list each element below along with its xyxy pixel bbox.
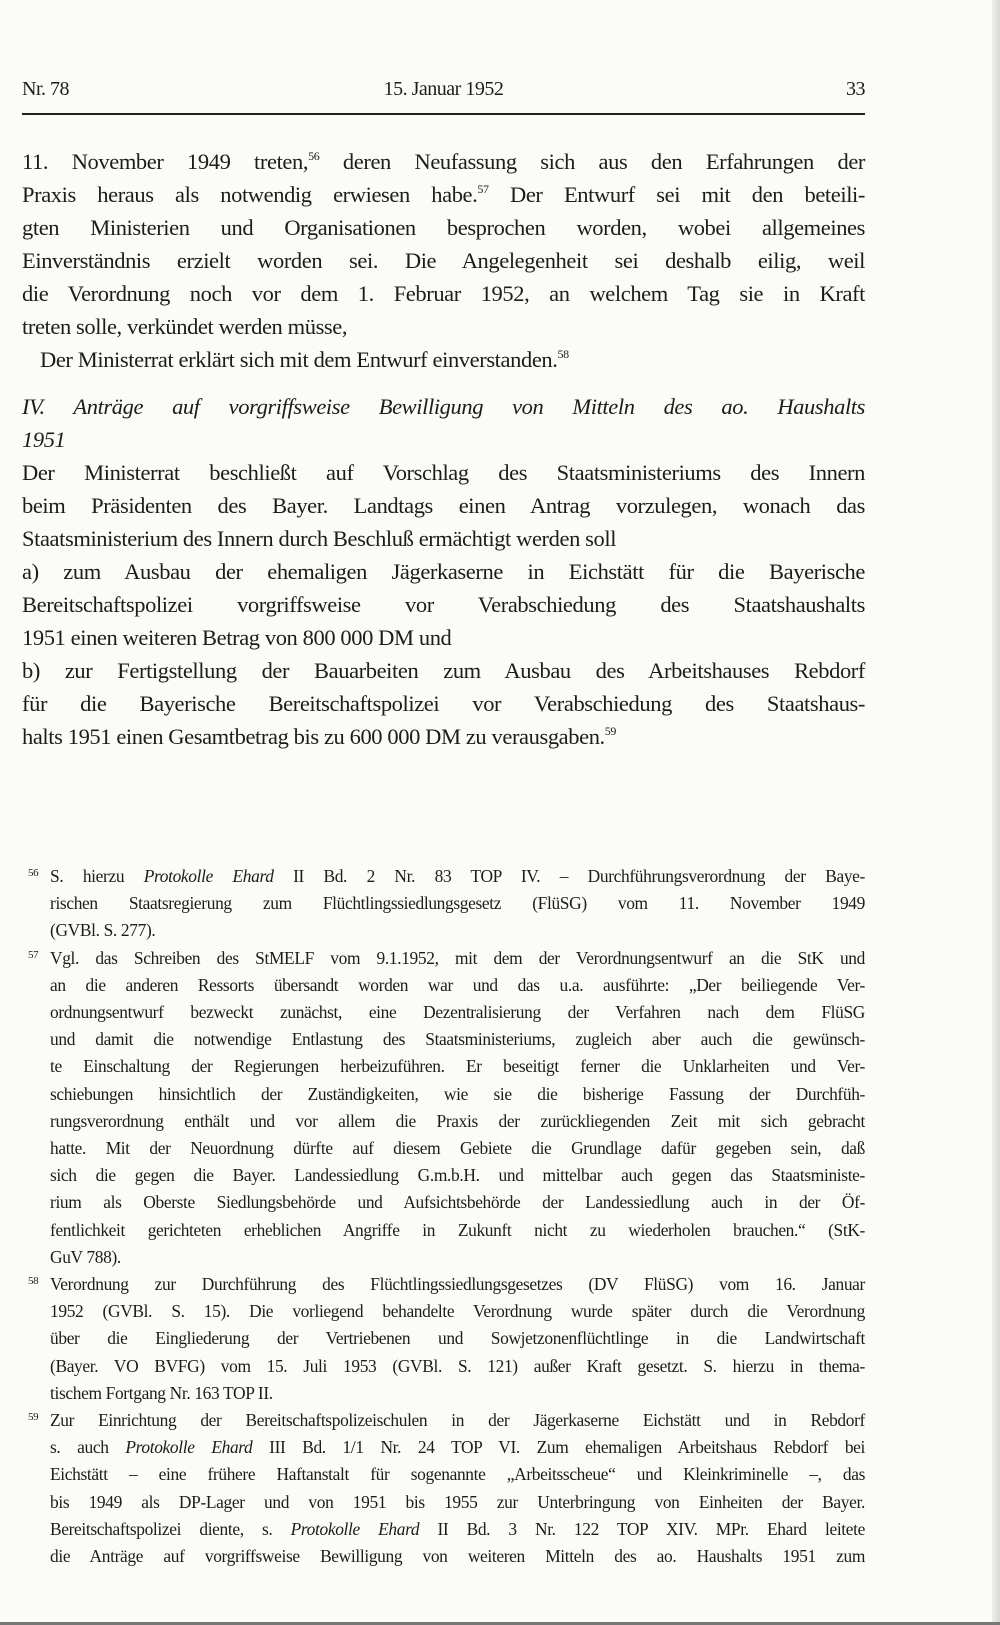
paragraph-2 — [22, 456, 865, 753]
line-text: 11. November 1949 treten, — [22, 149, 309, 174]
line-text: s. auch — [50, 1437, 126, 1458]
footnote-line — [50, 972, 865, 999]
text-line: Bereitschaftspolizei vorgriffsweise vor Verabschiedung des Staatshaushalts — [22, 592, 865, 617]
footnote-line — [50, 1108, 865, 1135]
line-text: (GVBl. S. 277). — [50, 920, 156, 941]
list-item-b: b) zur Fertigstellung der Bauarbeiten zum Ausbau des Arbeitshauses Rebdorf — [22, 658, 865, 683]
footnote-line — [50, 1434, 865, 1461]
heading-line: IV. Anträge auf vorgriffsweise Bewilligung von Mitteln des ao. Haushalts — [22, 394, 865, 419]
line-text: sich die gegen die Bayer. Landessiedlung G.m.b.H. und mittelbar auch gegen das Staatsministe- — [50, 1165, 865, 1186]
footnote-line — [50, 863, 865, 890]
line-text: über die Eingliederung der Vertriebenen und Sowjetzonenflüchtlinge in die Landwirtschaft — [50, 1328, 865, 1349]
line-text: Praxis heraus als notwendig erwiesen habe. — [22, 182, 478, 207]
footnote-line — [50, 1135, 865, 1162]
text-line — [22, 178, 865, 211]
cited-work-title: Protokolle Ehard — [290, 1518, 420, 1539]
line-text: rischen Staatsregierung zum Flüchtlingssiedlungsgesetz (FlüSG) vom 11. November 1949 — [50, 893, 865, 914]
running-header — [22, 78, 865, 108]
list-item-a: a) zum Ausbau der ehemaligen Jägerkaserne in Eichstätt für die Bayerische — [22, 559, 865, 584]
footnote-number: 57 — [28, 948, 39, 961]
text-line — [22, 145, 865, 178]
line-text: Der Ministerrat erklärt sich mit dem Entwurf einverstanden. — [40, 347, 558, 372]
header-rule — [22, 113, 865, 115]
text-line: 1951 einen weiteren Betrag von 800 000 DM und — [22, 625, 452, 650]
footnote-line — [50, 1543, 865, 1570]
footnote-number: 58 — [28, 1275, 39, 1288]
line-text: an die anderen Ressorts übersandt worden war und das u.a. ausführte: „Der beiliegende Ver- — [50, 974, 865, 995]
text-line: Der Ministerrat beschließt auf Vorschlag des Staatsministeriums des Innern — [22, 460, 865, 485]
footnote-56 — [22, 863, 865, 945]
text-line: die Verordnung noch vor dem 1. Februar 1952, an welchem Tag sie in Kraft — [22, 281, 865, 306]
footnote-line — [50, 1053, 865, 1080]
line-text: hatte. Mit der Neuordnung dürfte auf diesem Gebiete die Grundlage dafür gegeben sein, daß — [50, 1138, 865, 1159]
section-heading — [22, 390, 865, 456]
footnote-line — [50, 890, 865, 917]
header-page-number: 33 — [846, 78, 865, 100]
footnote-number: 56 — [28, 867, 39, 879]
footnote-59 — [22, 1407, 865, 1570]
main-text — [22, 145, 865, 753]
footnote-line — [50, 1353, 865, 1380]
line-text: schiebungen hinsichtlich der Zuständigkeiten, wie sie die bisherige Fassung der Durchfüh- — [50, 1083, 865, 1104]
footnote-line — [50, 1461, 865, 1488]
footnote-line — [50, 1162, 865, 1189]
line-text: III Bd. 1/1 Nr. 24 TOP VI. Zum ehemaligen Arbeitshaus Rebdorf bei — [252, 1437, 866, 1458]
line-text: rungsverordnung enthält und vor allem die Praxis der zurückliegenden Zeit mit sich gebracht — [50, 1110, 865, 1131]
page-edge — [992, 0, 1000, 1625]
footnote-ref[interactable]: 56 — [308, 149, 320, 163]
line-text: Zur Einrichtung der Bereitschaftspolizeischulen in der Jägerkaserne Eichstätt und in Rebdorf — [50, 1410, 865, 1431]
heading-line: 1951 — [22, 427, 66, 452]
text-line: treten solle, verkündet werden müsse, — [22, 314, 348, 339]
line-text: S. hierzu — [50, 866, 144, 886]
footnote-line — [50, 1516, 865, 1543]
line-text: deren Neufassung sich aus den Erfahrungen der — [319, 149, 865, 174]
line-text: II Bd. 2 Nr. 83 TOP IV. – Durchführungsverordnung der Baye- — [273, 866, 865, 886]
footnote-line — [50, 999, 865, 1026]
line-text: (Bayer. VO BVFG) vom 15. Juli 1953 (GVBl. S. 121) außer Kraft gesetzt. S. hierzu in thema- — [50, 1355, 865, 1376]
line-text: te Einschaltung der Regierungen herbeizuführen. Er beseitigt ferner die Unklarheiten und Ver- — [50, 1056, 865, 1077]
line-text: Bereitschaftspolizei diente, s. — [50, 1518, 291, 1539]
line-text: und damit die notwendige Entlastung des Staatsministeriums, zugleich aber auch die gewünsch- — [50, 1029, 865, 1050]
footnote-line — [50, 1189, 865, 1216]
line-text: Verordnung zur Durchführung des Flüchtlingssiedlungsgesetzes (DV FlüSG) vom 16. Januar — [50, 1274, 865, 1295]
footnote-line — [50, 1298, 865, 1325]
line-text: die Anträge auf vorgriffsweise Bewilligung von weiteren Mitteln des ao. Haushalts 1951 zum — [50, 1546, 865, 1567]
text-line: Einverständnis erzielt worden sei. Die Angelegenheit sei deshalb eilig, weil — [22, 248, 865, 273]
line-text: bis 1949 als DP-Lager und von 1951 bis 1955 zur Unterbringung von Einheiten der Bayer. — [50, 1491, 865, 1512]
cited-work-title: Protokolle Ehard — [143, 866, 274, 886]
footnote-line — [50, 1380, 865, 1407]
footnotes — [22, 863, 865, 1570]
line-text: II Bd. 3 Nr. 122 TOP XIV. MPr. Ehard leitete — [419, 1518, 866, 1539]
text-line: für die Bayerische Bereitschaftspolizei vor Verabschiedung des Staatshaus- — [22, 691, 865, 716]
line-text: Vgl. das Schreiben des StMELF vom 9.1.1952, mit dem der Verordnungsentwurf an die StK und — [50, 947, 865, 968]
footnote-ref[interactable]: 57 — [477, 182, 489, 196]
line-text: fentlichkeit gerichteten erheblichen Angriffe in Zukunft nicht zu wiederholen brauchen.“ (StK- — [50, 1219, 865, 1240]
footnote-58 — [22, 1271, 865, 1407]
line-text: 1952 (GVBl. S. 15). Die vorliegend behandelte Verordnung wurde später durch die Verordnung — [50, 1301, 865, 1322]
line-text: rium als Oberste Siedlungsbehörde und Aufsichtsbehörde der Landessiedlung auch in der Öf- — [50, 1192, 865, 1213]
footnote-line — [50, 1217, 865, 1244]
footnote-number: 59 — [28, 1411, 39, 1424]
footnote-line — [50, 1271, 865, 1298]
footnote-line — [50, 945, 865, 972]
paragraph-1 — [22, 145, 865, 343]
footnote-line — [50, 1325, 865, 1352]
line-text: ordnungsentwurf bezweckt zunächst, eine Dezentralisierung der Verfahren nach dem FlüSG — [50, 1002, 865, 1023]
line-text: tischem Fortgang Nr. 163 TOP II. — [50, 1382, 273, 1403]
footnote-line — [50, 917, 865, 944]
cited-work-title: Protokolle Ehard — [125, 1437, 253, 1458]
text-line — [22, 720, 865, 753]
line-text: halts 1951 einen Gesamtbetrag bis zu 600 000 DM zu verausgaben. — [22, 724, 605, 749]
text-line: beim Präsidenten des Bayer. Landtags einen Antrag vorzulegen, wonach das — [22, 493, 865, 518]
footnote-line — [50, 1407, 865, 1434]
line-text: Der Entwurf sei mit den beteili- — [488, 182, 865, 207]
header-date: 15. Januar 1952 — [383, 78, 504, 100]
footnote-line — [50, 1026, 865, 1053]
footnote-ref[interactable]: 58 — [557, 347, 569, 361]
decision-line — [22, 343, 865, 376]
header-doc-number: Nr. 78 — [22, 78, 69, 100]
line-text: GuV 788). — [50, 1246, 121, 1267]
footnote-ref[interactable]: 59 — [604, 724, 616, 738]
footnote-57 — [22, 945, 865, 1271]
footnote-line — [50, 1081, 865, 1108]
line-text: Eichstätt – eine frühere Haftanstalt für sogenannte „Arbeitsscheue“ und Kleinkriminelle –, das — [50, 1464, 865, 1485]
text-line: gten Ministerien und Organisationen besprochen worden, wobei allgemeines — [22, 215, 865, 240]
footnote-line — [50, 1244, 865, 1271]
footnote-line — [50, 1489, 865, 1516]
text-line: Staatsministerium des Innern durch Beschluß ermächtigt werden soll — [22, 526, 617, 551]
